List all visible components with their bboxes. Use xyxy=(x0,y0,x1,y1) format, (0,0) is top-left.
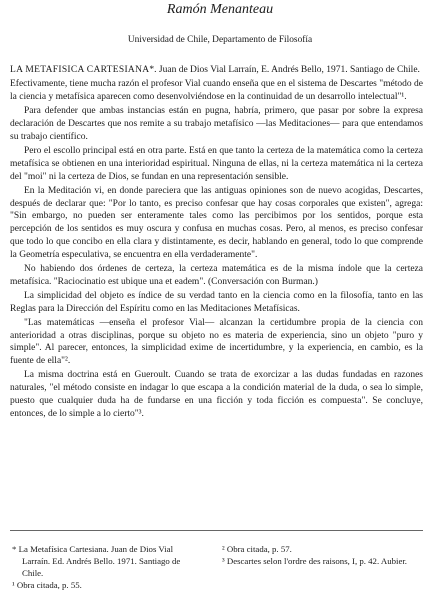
paragraph: No habiendo dos órdenes de certeza, la certeza matemática es de la misma índole que la certeza metafísica. "Raciocinatio est ubique una et eadem". (Conversación con Burman.) xyxy=(10,263,423,287)
footnote: ¹ Obra citada, p. 55. xyxy=(12,580,82,590)
paragraph: "Las matemáticas —enseña el profesor Vial— alcanzan la certidumbre propia de la ciencia con anterioridad a otras disciplinas, porque su objeto no es materia de experiencia, sino un objeto "puro y simple". Al parecer, entonces, la simplicidad exime de incertidumbre, y la experiencia, en cambio, es la fuente de ella"². xyxy=(10,317,423,366)
paragraph: La simplicidad del objeto es índice de su verdad tanto en la ciencia como en la filosofía, tanto en las Reglas para la Dirección del Espíritu como en las Meditaciones Metafísicas. xyxy=(10,290,423,314)
review-reference xyxy=(10,64,423,77)
footnote: ² Obra citada, p. 57. xyxy=(222,544,292,554)
paragraph: En la Meditación vi, en donde pareciera que las antiguas opiniones son de nuevo acogidas, Descartes, después de declarar que: "Por lo tanto, es preciso confesar que hay cosas corporales que existen", agrega: "Sin embargo, no pueden ser enteramente tales como las percibimos por los sentidos, porque esta percepción de los sentidos es muy oscura y confusa en muchas cosas. Pero, al menos, es preciso confesar que todo lo que concibo en ella clara y distintamente, es decir, hablando en general, todo lo que comprende la Geometría especulativa, se encuentra en ella verdaderamente". xyxy=(10,185,423,260)
review-title-mark: * xyxy=(149,65,155,75)
review-body xyxy=(10,64,423,422)
footnotes-left xyxy=(12,543,200,591)
footnote: * La Metafísica Cartesiana. Juan de Dios Vial Larraín. Ed. Andrés Bello. 1971. Santiago de Chile. xyxy=(12,544,181,578)
paragraph: Efectivamente, tiene mucha razón el profesor Vial cuando enseña que en el sistema de Descartes "método de la ciencia y metafísica aparecen como desenvolviéndose en la continuidad de un desarrollo intelectual"¹. xyxy=(10,79,423,102)
paragraph: La misma doctrina está en Gueroult. Cuando se trata de exorcizar a las dudas fundadas en razones naturales, "el método consiste en indagar lo que escapa a la condición material de la duda, o sea lo simple, puesto que cualquier duda ha de fundarse en una ficción y toda ficción es compuesta". Se concluye, entonces, de lo simple a lo cierto"³. xyxy=(10,370,423,419)
footnote-divider xyxy=(10,530,423,531)
author-name: Ramón Menanteau xyxy=(166,2,274,17)
review-citation: . Juan de Dios Vial Larraín, E. Andrés Bello, 1971. Santiago de Chile. xyxy=(154,65,420,75)
footnotes-right xyxy=(222,543,422,567)
paragraph: Para defender que ambas instancias están en pugna, habría, primero, que pasar por sobre la expresa declaración de Descartes que nos remite a su trabajo metafísico —las Meditaciones— para que entendamos su trabajo científico. xyxy=(10,106,423,142)
footnote: ³ Descartes selon l'ordre des raisons, I, p. 42. Aubier. xyxy=(222,556,408,566)
paragraph: Pero el escollo principal está en otra parte. Está en que tanto la certeza de la matemática como la certeza metafísica se obtienen en una interioridad espiritual. Ninguna de ellas, ni la certeza matemática ni la certeza del "moi" ni la certeza de Dios, se fundan en una representación sensible. xyxy=(10,146,423,182)
review-title: LA METAFISICA CARTESIANA xyxy=(10,65,150,75)
author-affiliation: Universidad de Chile, Departamento de Filosofía xyxy=(127,35,313,45)
